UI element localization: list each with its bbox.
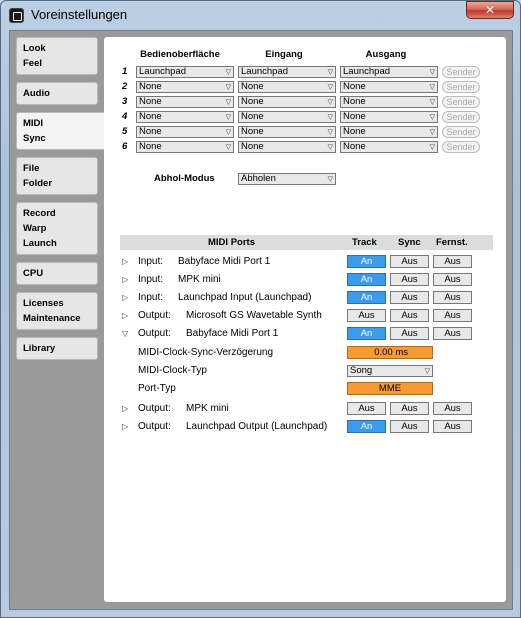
row-number: 3 — [122, 96, 128, 107]
input-select-3[interactable] — [238, 96, 336, 108]
port-type: Input: — [138, 274, 164, 285]
dropdown-arrow-icon: ▽ — [429, 144, 435, 151]
tab-label: Sync — [23, 133, 46, 144]
row-number: 6 — [122, 141, 128, 152]
dropdown-arrow-icon: ▽ — [225, 129, 231, 136]
output-select-4[interactable] — [340, 111, 438, 123]
select-value: None — [343, 81, 366, 92]
remote-toggle[interactable]: Aus — [433, 420, 472, 433]
dropdown-arrow-icon: ▽ — [429, 84, 435, 91]
select-value: Launchpad — [343, 66, 391, 77]
input-select-4[interactable] — [238, 111, 336, 123]
port-row — [120, 289, 493, 307]
dropdown-arrow-icon: ▽ — [429, 69, 435, 76]
remote-toggle[interactable]: Aus — [433, 255, 472, 268]
port-type: Input: — [138, 292, 164, 303]
track-toggle[interactable]: Aus — [347, 402, 386, 415]
select-value: Launchpad — [139, 66, 187, 77]
dropdown-arrow-icon: ▽ — [327, 176, 333, 183]
port-type: Output: — [138, 403, 171, 414]
row-number: 4 — [122, 111, 128, 122]
dropdown-arrow-icon: ▽ — [327, 129, 333, 136]
track-toggle[interactable]: Aus — [347, 309, 386, 322]
select-value: None — [241, 126, 264, 137]
port-name: Launchpad Output (Launchpad) — [186, 421, 328, 432]
tab-label: Audio — [23, 88, 50, 99]
tab-label: Record — [23, 208, 56, 219]
tab-label: File — [23, 163, 40, 174]
dropdown-arrow-icon: ▽ — [225, 84, 231, 91]
select-value: None — [241, 96, 264, 107]
output-select-1[interactable] — [340, 66, 438, 78]
tab-label: Look — [23, 43, 46, 54]
sync-toggle[interactable]: Aus — [390, 255, 429, 268]
dropdown-arrow-icon: ▽ — [424, 368, 430, 375]
port-row — [120, 271, 493, 289]
remote-toggle[interactable]: Aus — [433, 309, 472, 322]
port-type: Output: — [138, 310, 171, 321]
sync-toggle[interactable]: Aus — [390, 420, 429, 433]
select-value: Song — [350, 365, 373, 376]
sender-button-5[interactable]: Sender — [442, 126, 480, 138]
dropdown-arrow-icon: ▽ — [327, 99, 333, 106]
tab-file-folder[interactable] — [16, 157, 98, 195]
port-name: Microsoft GS Wavetable Synth — [186, 310, 322, 321]
select-value: None — [343, 141, 366, 152]
track-toggle[interactable]: An — [347, 327, 386, 340]
takeover-label: Abhol-Modus — [154, 173, 215, 184]
remote-toggle[interactable]: Aus — [433, 402, 472, 415]
dropdown-arrow-icon: ▽ — [225, 114, 231, 121]
track-toggle[interactable]: An — [347, 273, 386, 286]
sender-button-1[interactable]: Sender — [442, 66, 480, 78]
port-name: Babyface Midi Port 1 — [186, 328, 279, 339]
dropdown-arrow-icon: ▽ — [327, 69, 333, 76]
midi-sync-panel — [104, 37, 506, 602]
expand-arrow-icon[interactable]: ▷ — [122, 275, 129, 284]
clock-delay-value[interactable]: 0.00 ms — [347, 346, 433, 359]
row-number: 2 — [122, 81, 128, 92]
select-value: None — [241, 111, 264, 122]
track-toggle[interactable]: An — [347, 255, 386, 268]
tab-label: Folder — [23, 178, 53, 189]
tab-label: Launch — [23, 238, 57, 249]
dropdown-arrow-icon: ▽ — [225, 99, 231, 106]
tab-midi-sync[interactable] — [16, 112, 110, 150]
select-value: None — [139, 96, 162, 107]
tab-label: CPU — [23, 268, 44, 279]
surface-select-3[interactable] — [136, 96, 234, 108]
port-type: Output: — [138, 328, 171, 339]
output-select-6[interactable] — [340, 141, 438, 153]
sync-toggle[interactable]: Aus — [390, 273, 429, 286]
expand-arrow-icon[interactable]: ▷ — [122, 311, 129, 320]
close-button[interactable]: ✕ — [466, 1, 514, 19]
tab-record-warp-launch[interactable] — [16, 202, 98, 255]
header-remote: Fernst. — [436, 237, 468, 248]
sender-button-4[interactable]: Sender — [442, 111, 480, 123]
dropdown-arrow-icon: ▽ — [327, 84, 333, 91]
output-select-5[interactable] — [340, 126, 438, 138]
header-surface: Bedienoberfläche — [140, 49, 220, 60]
input-select-6[interactable] — [238, 141, 336, 153]
remote-toggle[interactable]: Aus — [433, 327, 472, 340]
expand-arrow-icon[interactable]: ▷ — [122, 293, 129, 302]
input-select-1[interactable] — [238, 66, 336, 78]
port-type: Input: — [138, 256, 164, 267]
sync-toggle[interactable]: Aus — [390, 402, 429, 415]
tab-audio[interactable] — [16, 82, 98, 105]
dropdown-arrow-icon: ▽ — [429, 114, 435, 121]
output-select-3[interactable] — [340, 96, 438, 108]
sender-button-6[interactable]: Sender — [442, 141, 480, 153]
input-select-2[interactable] — [238, 81, 336, 93]
track-toggle[interactable]: An — [347, 420, 386, 433]
select-value: None — [343, 96, 366, 107]
sync-toggle[interactable]: Aus — [390, 327, 429, 340]
select-value: None — [343, 111, 366, 122]
header-sync: Sync — [398, 237, 421, 248]
sidebar — [16, 37, 98, 367]
port-name: MPK mini — [186, 403, 229, 414]
port-row — [120, 307, 493, 325]
app-icon — [9, 8, 24, 23]
tab-label: Feel — [23, 58, 43, 69]
expand-arrow-icon[interactable]: ▷ — [122, 404, 129, 413]
remote-toggle[interactable]: Aus — [433, 291, 472, 304]
header-track: Track — [352, 237, 377, 248]
select-value: None — [139, 141, 162, 152]
sync-toggle[interactable]: Aus — [390, 309, 429, 322]
port-type-label: Port-Typ — [138, 383, 176, 394]
surface-select-5[interactable] — [136, 126, 234, 138]
surface-select-4[interactable] — [136, 111, 234, 123]
row-number: 1 — [122, 66, 128, 77]
select-value: None — [139, 126, 162, 137]
surface-select-2[interactable] — [136, 81, 234, 93]
tab-label: Maintenance — [23, 313, 81, 324]
tab-cpu[interactable] — [16, 262, 98, 285]
tab-label: Licenses — [23, 298, 64, 309]
dropdown-arrow-icon: ▽ — [327, 144, 333, 151]
dropdown-arrow-icon: ▽ — [429, 129, 435, 136]
dropdown-arrow-icon: ▽ — [327, 114, 333, 121]
expand-arrow-icon[interactable]: ▷ — [122, 257, 129, 266]
surface-select-6[interactable] — [136, 141, 234, 153]
port-type: Output: — [138, 421, 171, 432]
clock-type-label: MIDI-Clock-Typ — [138, 365, 207, 376]
tab-library[interactable] — [16, 337, 98, 360]
header-input: Eingang — [265, 49, 303, 60]
select-value: None — [139, 111, 162, 122]
expand-arrow-icon[interactable]: ▷ — [122, 422, 129, 431]
tab-label: Warp — [23, 223, 47, 234]
select-value: None — [241, 81, 264, 92]
select-value: None — [343, 126, 366, 137]
port-name: MPK mini — [178, 274, 221, 285]
surface-select-1[interactable] — [136, 66, 234, 78]
port-type-value[interactable]: MME — [347, 382, 433, 395]
dropdown-arrow-icon: ▽ — [225, 69, 231, 76]
sender-button-3[interactable]: Sender — [442, 96, 480, 108]
select-value: None — [139, 81, 162, 92]
select-value: Abholen — [241, 173, 276, 184]
input-select-5[interactable] — [238, 126, 336, 138]
takeover-select[interactable] — [238, 173, 336, 185]
port-row-expanded — [120, 325, 493, 343]
port-type-row — [120, 380, 493, 398]
header-midi-ports: MIDI Ports — [208, 237, 255, 248]
port-name: Babyface Midi Port 1 — [178, 256, 271, 267]
dropdown-arrow-icon: ▽ — [225, 144, 231, 151]
collapse-arrow-icon[interactable]: ▽ — [122, 329, 129, 338]
window-title: Voreinstellungen — [31, 7, 128, 22]
tab-label: Library — [23, 343, 56, 354]
tab-licenses-maintenance[interactable] — [16, 292, 98, 330]
window-client — [9, 30, 513, 610]
clock-delay-row — [120, 344, 493, 362]
title-bar[interactable] — [1, 1, 520, 29]
sync-toggle[interactable]: Aus — [390, 291, 429, 304]
clock-type-select[interactable] — [347, 365, 433, 377]
port-row — [120, 400, 493, 418]
port-row — [120, 418, 493, 436]
sender-button-2[interactable]: Sender — [442, 81, 480, 93]
output-select-2[interactable] — [340, 81, 438, 93]
row-number: 5 — [122, 126, 128, 137]
select-value: Launchpad — [241, 66, 289, 77]
dropdown-arrow-icon: ▽ — [429, 99, 435, 106]
tab-label: MIDI — [23, 118, 44, 129]
tab-look-feel[interactable] — [16, 37, 98, 75]
clock-type-row — [120, 362, 493, 380]
select-value: None — [241, 141, 264, 152]
clock-delay-label: MIDI-Clock-Sync-Verzögerung — [138, 347, 274, 358]
port-name: Launchpad Input (Launchpad) — [178, 292, 312, 303]
remote-toggle[interactable]: Aus — [433, 273, 472, 286]
header-output: Ausgang — [365, 49, 407, 60]
midi-ports-header — [120, 235, 493, 250]
track-toggle[interactable]: An — [347, 291, 386, 304]
port-row — [120, 253, 493, 271]
